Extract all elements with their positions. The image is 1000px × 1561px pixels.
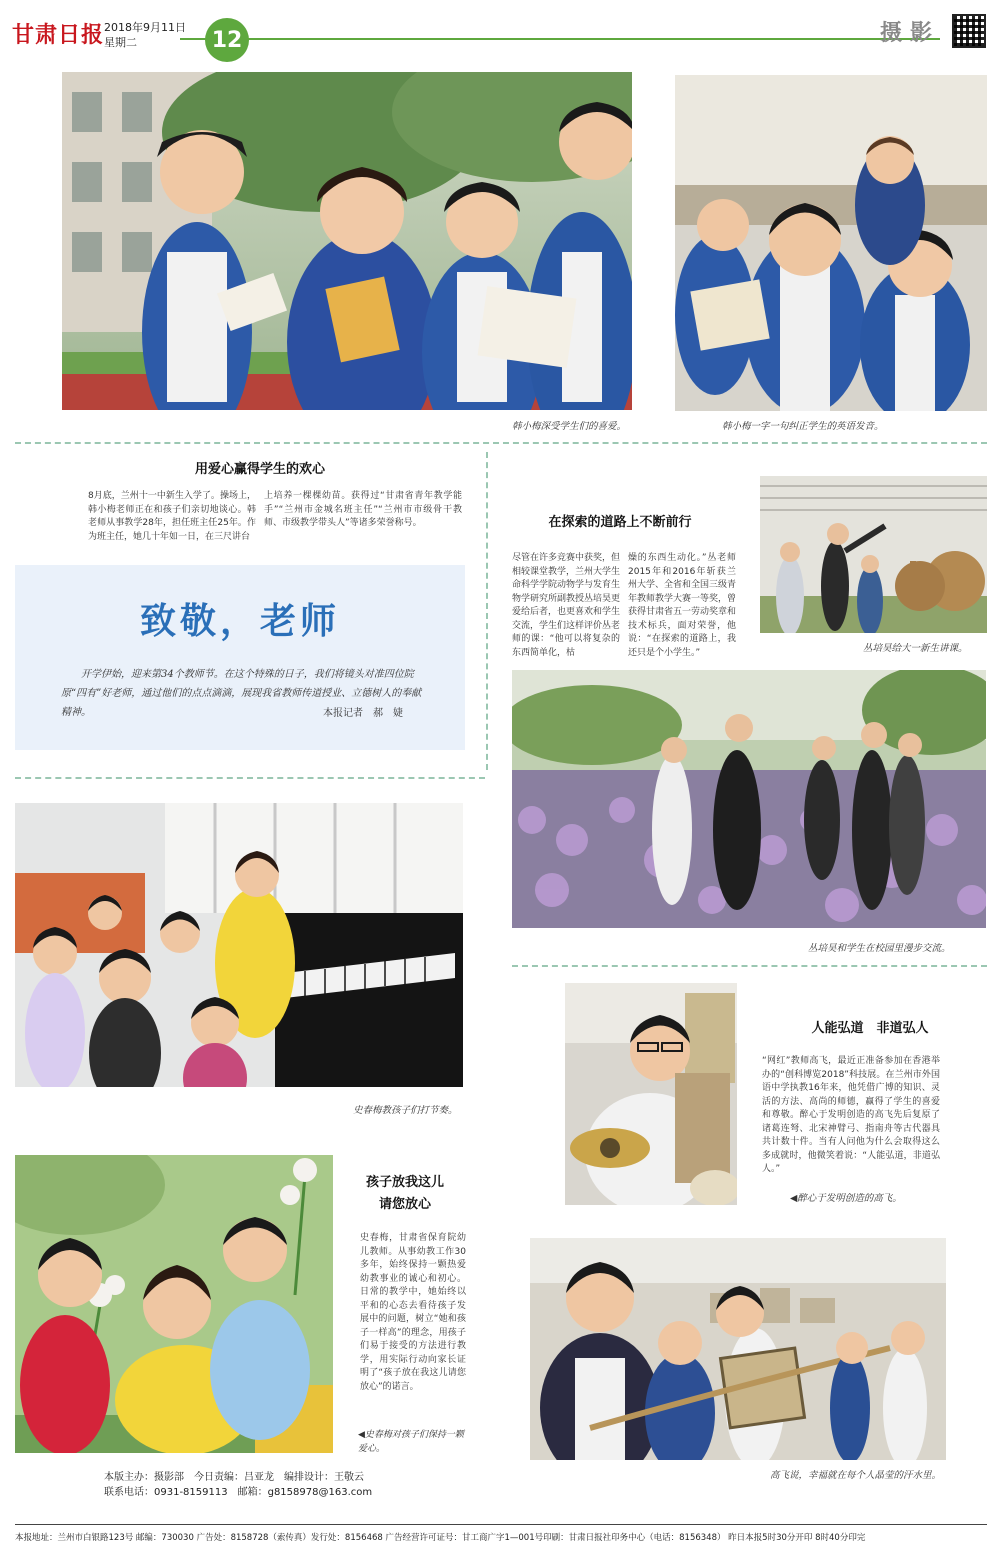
qr-code-icon — [952, 14, 986, 48]
caption-garden: 丛培昊和学生在校园里漫步交流。 — [808, 943, 951, 954]
section-label: 摄影 — [880, 21, 941, 46]
date-text: 2018年9月11日 — [104, 21, 186, 34]
photo-han-with-students — [62, 72, 632, 410]
photo-han-teaching-english — [675, 75, 987, 411]
caption-piano: 史春梅教孩子们打节奏。 — [353, 1105, 458, 1116]
photo-shi-piano-class — [15, 803, 463, 1087]
credits-line2: 联系电话：0931-8159113 邮箱：g8158978@163.com — [104, 1487, 373, 1498]
photo-gao-crossbow — [530, 1238, 946, 1460]
story-cong-col2: 燥的东西生动化。”丛老师2015年和2016年斩获兰州大学、全省和全国三级青年教师教学大赛一等奖，曾获得甘肃省五一劳动奖章和技术标兵，面对荣誉，他说：“在探索的道路上，我还只是个小学生。” — [628, 553, 737, 658]
headline-shi — [350, 1172, 460, 1216]
feature-byline: 本报记者 郝 婕 — [323, 708, 403, 719]
headline-cong: 在探索的道路上不断前行 — [548, 515, 692, 530]
caption-inventor: ◀醉心于发明创造的高飞。 — [790, 1193, 902, 1204]
issue-date — [104, 20, 186, 50]
photo-cong-garden — [512, 670, 986, 928]
divider-left-mid — [15, 777, 485, 779]
photo-gao-inventor — [565, 983, 737, 1205]
newspaper-logo: 甘肃日报 — [12, 22, 105, 48]
caption-top-left: 韩小梅深受学生们的喜爱。 — [512, 421, 627, 432]
feature-intro: 开学伊始，迎来第34个教师节。在这个特殊的日子，我们将镜头对准四位院原“四有”好老师，通过他们的点点滴滴，展现我省教师传道授业、立德树人的奉献精神。 — [61, 669, 422, 718]
credits-block — [104, 1470, 372, 1500]
headline-gao: 人能弘道 非道弘人 — [811, 1021, 929, 1036]
headline-shi-line2: 请您放心 — [378, 1197, 431, 1212]
photo-cong-museum — [760, 476, 987, 633]
weekday-text: 星期二 — [104, 36, 137, 49]
story-shi-body: 史春梅，甘肃省保育院幼儿教师。从事幼教工作30多年，始终保持一颗热爱幼教事业的诚心和初心。日常的教学中，她始终以平和的心态去看待孩子发展中的问题，树立“她和孩子一样高”的理念，用孩子们易于接受的方法进行教学，用实际行动向家长证明了“孩子放在我这儿请您放心”的诺言。 — [360, 1233, 466, 1392]
divider-top — [15, 442, 987, 444]
publisher-info-bar: 本报地址：兰州市白银路123号 邮编：730030 广告处：8158728（索传真）发行处：8156468 广告经营许可证号：甘工商广字1—001号印刷：甘肃日报社印务中心（电话：8156348） 昨日本报5时30分开印 8时40分印完 — [15, 1533, 866, 1543]
headline-shi-line1: 孩子放我这儿 — [365, 1175, 444, 1190]
story-gao-body: “网红”教师高飞，最近正准备参加在香港举办的“创科博览2018”科技展。在兰州市外国语中学执教16年来，他凭借广博的知识、灵活的方法、高尚的师德，赢得了学生的喜爱和尊敬。醉心于发明创造的高飞先后复原了诸葛连弩、北宋神臂弓、指南舟等古代器具共计数十件。当有人问他为什么会取得这么多成就时，他微笑着说：“人能弘道，非道弘人。” — [762, 1056, 940, 1174]
caption-crossbow: 高飞说，幸福就在每个人晶莹的汗水里。 — [770, 1470, 942, 1481]
story-han-col1: 8月底，兰州十一中新生入学了。操场上，韩小梅老师正在和孩子们亲切地谈心。韩老师从事教学28年，担任班主任25年。作为班主任，她几十年如一日，在三尺讲台 — [88, 491, 256, 542]
caption-kids: ◀史春梅对孩子们保持一颗爱心。 — [358, 1430, 464, 1454]
page-number-badge: 12 — [205, 18, 249, 62]
feature-box — [15, 565, 465, 750]
caption-top-right: 韩小梅一字一句纠正学生的英语发音。 — [722, 421, 884, 432]
headline-han: 用爱心赢得学生的欢心 — [194, 462, 325, 477]
divider-right-mid — [512, 965, 987, 967]
footer-rule — [15, 1524, 987, 1525]
masthead-rule — [180, 38, 940, 40]
caption-museum: 丛培昊给大一新生讲课。 — [863, 643, 968, 654]
photo-shi-with-kids — [15, 1155, 333, 1453]
feature-title: 致敬，老师 — [139, 601, 340, 642]
story-cong-col1: 尽管在许多竞赛中获奖，但相较课堂教学，兰州大学生命科学学院动物学与发育生物学研究所副教授丛培昊更爱给后者，也更喜欢和学生交流，学生们这样评价丛老师的课：“他可以将复杂的东西简单化，枯 — [512, 553, 621, 658]
credits-line1: 本版主办：摄影部 今日责编：吕亚龙 编排设计：王敬云 — [104, 1472, 364, 1483]
story-han-col2: 上培养一棵棵幼苗。获得过“甘肃省青年教学能手”“兰州市金城名班主任”“兰州市市级骨干教师、市级教学带头人”等诸多荣誉称号。 — [264, 491, 462, 528]
divider-middle-vertical — [486, 452, 488, 770]
